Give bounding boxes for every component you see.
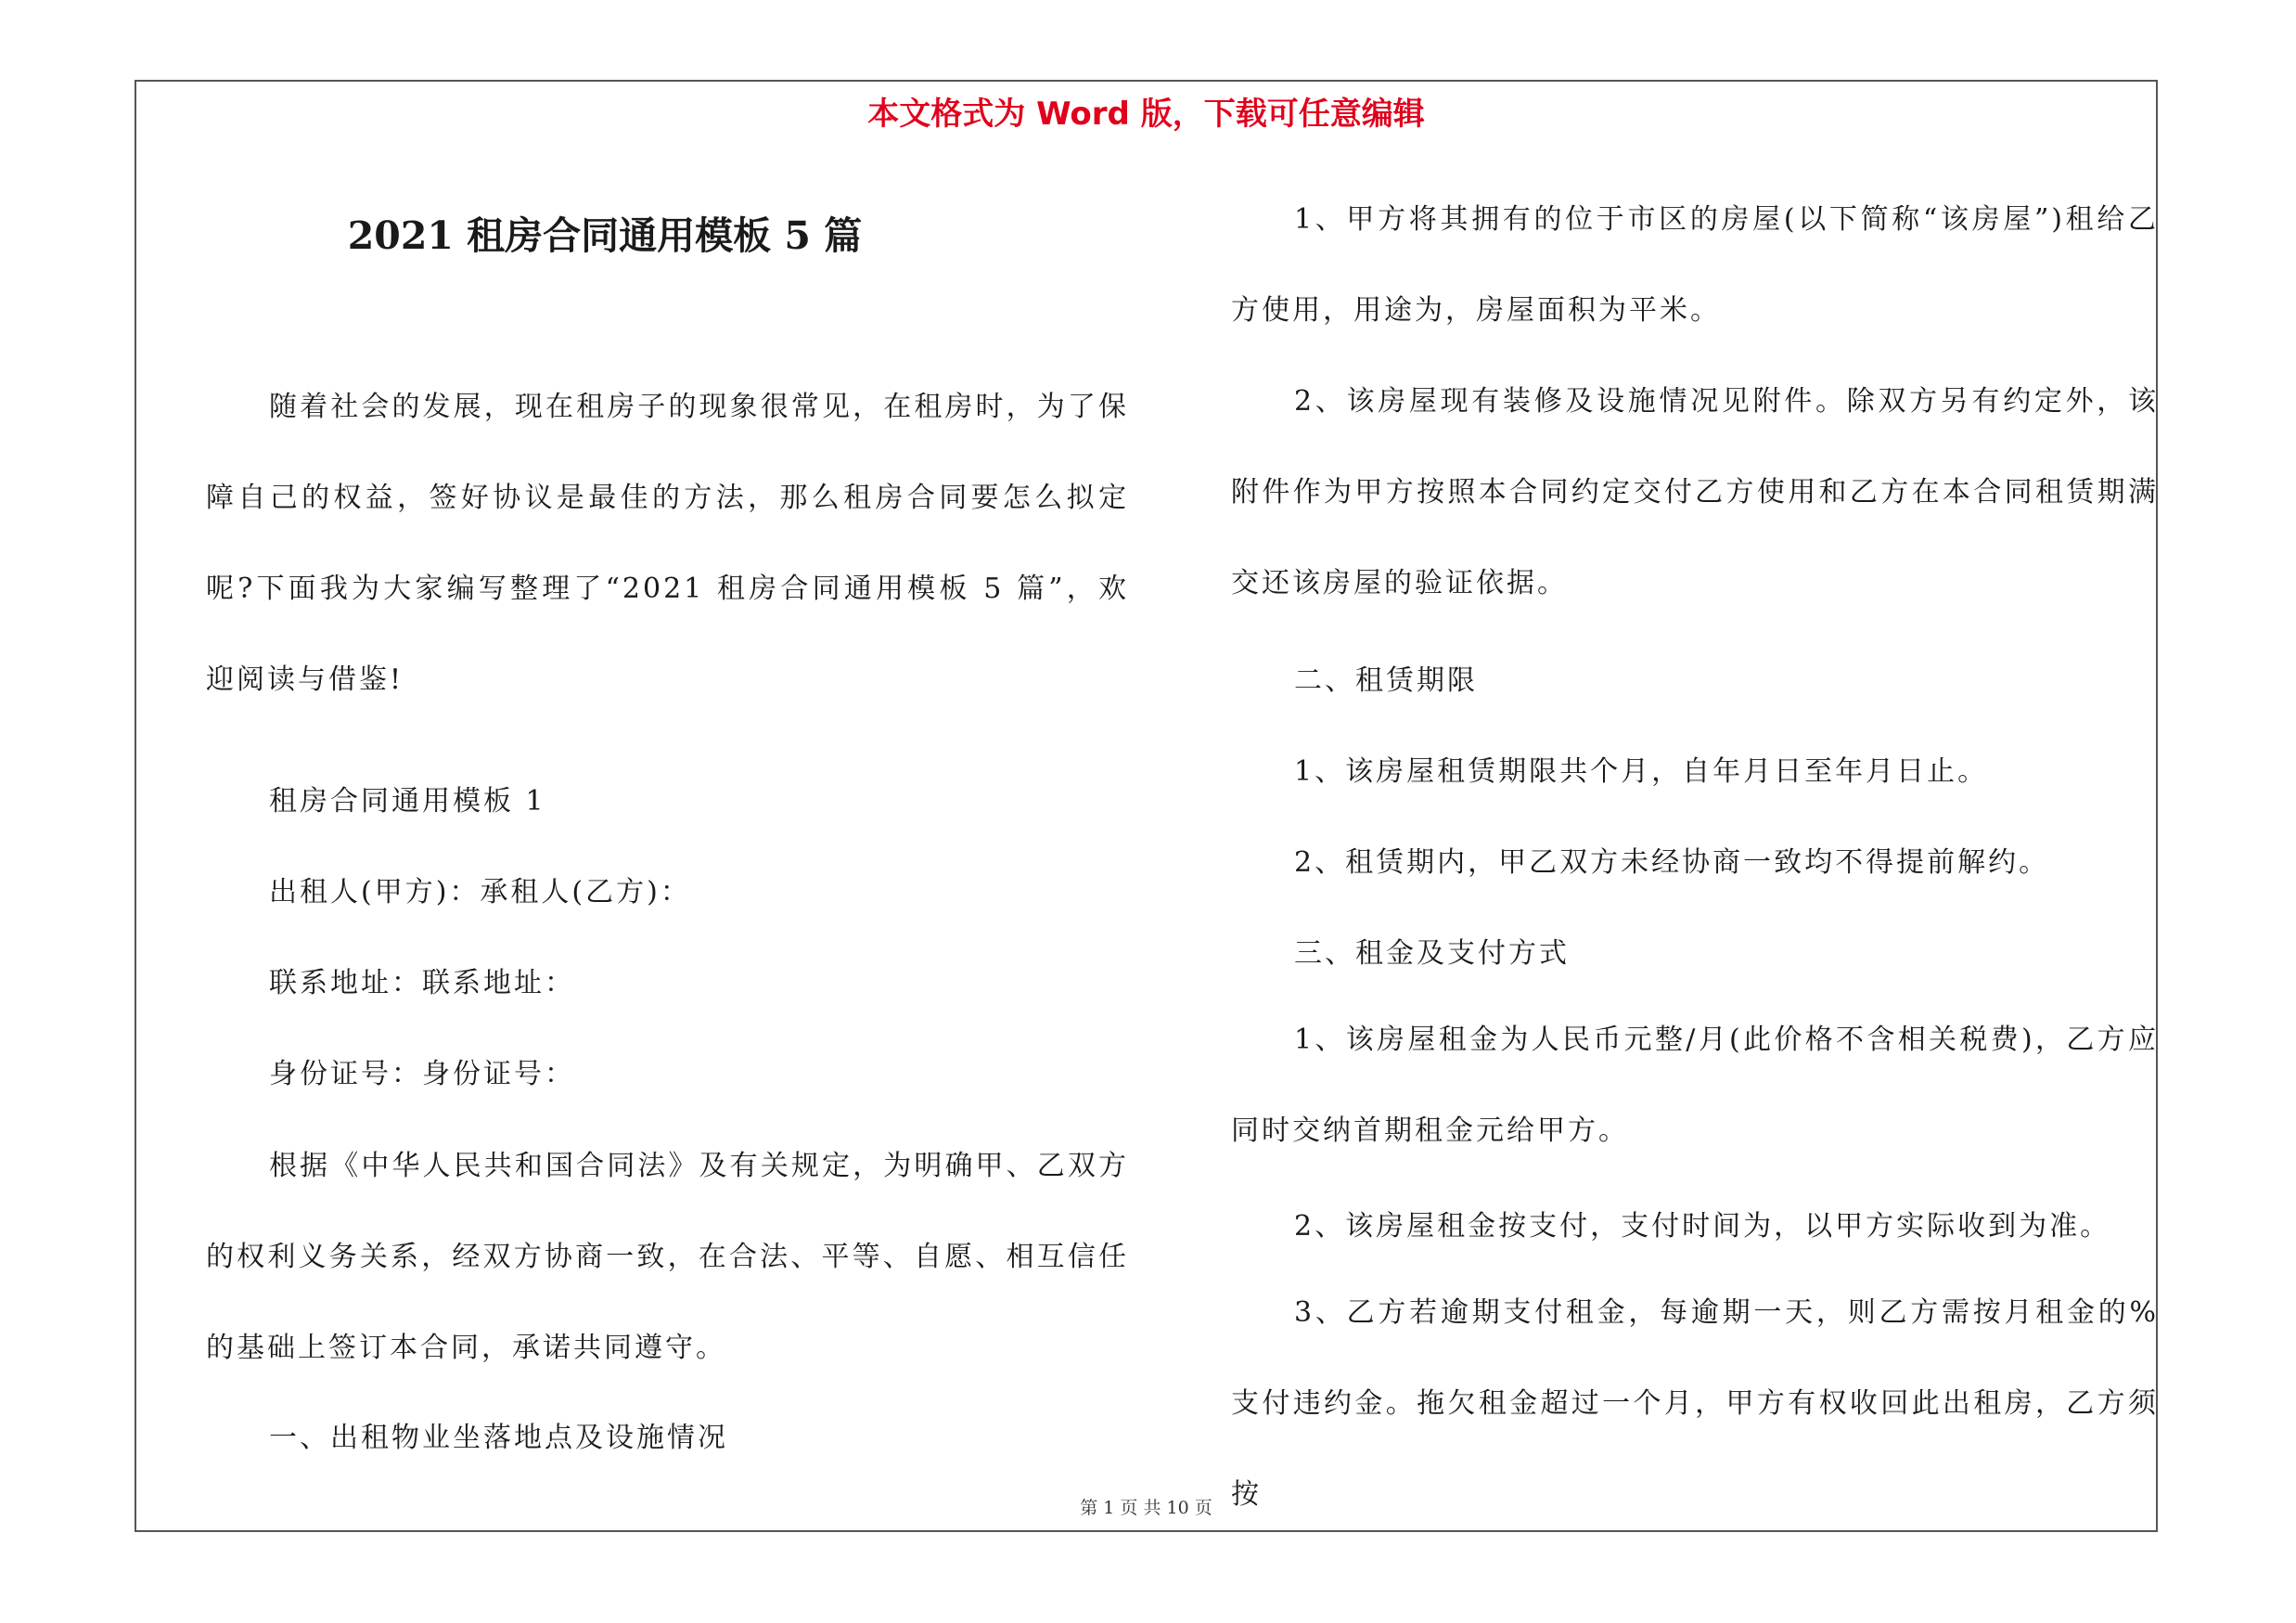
section-1-heading: 一、出租物业坐落地点及设施情况: [269, 1422, 728, 1454]
section-3-item-2: 2、该房屋租金按支付，支付时间为，以甲方实际收到为准。: [1294, 1210, 2111, 1243]
section-3-item-3: 3、乙方若逾期支付租金，每逾期一天，则乙方需按月租金的%支付违约金。拖欠租金超过一个月，甲方有权收回此出租房，乙方须按: [1231, 1296, 2159, 1511]
document-page: [135, 80, 2158, 1532]
template-heading: 租房合同通用模板 1: [269, 785, 546, 818]
section-2-heading: 二、租赁期限: [1294, 664, 1478, 697]
basis-paragraph: 根据《中华人民共和国合同法》及有关规定，为明确甲、乙双方的权利义务关系，经双方协商一致，在合法、平等、自愿、相互信任的基础上签订本合同，承诺共同遵守。: [206, 1150, 1129, 1364]
format-notice-banner: 本文格式为 Word 版，下载可任意编辑: [867, 96, 1425, 133]
section-1-item-2: 2、该房屋现有装修及设施情况见附件。除双方另有约定外，该附件作为甲方按照本合同约定交付乙方使用和乙方在本合同租赁期满交还该房屋的验证依据。: [1231, 385, 2159, 599]
address-line: 联系地址：联系地址：: [269, 967, 575, 999]
section-2-item-1: 1、该房屋租赁期限共个月，自年月日至年月日止。: [1294, 755, 1989, 788]
parties-line: 出租人(甲方)：承租人(乙方)：: [269, 876, 691, 908]
section-3-heading: 三、租金及支付方式: [1294, 937, 1570, 970]
id-number-line: 身份证号：身份证号：: [269, 1058, 575, 1090]
document-title: 2021 租房合同通用模板 5 篇: [347, 213, 863, 258]
section-2-item-2: 2、租赁期内，甲乙双方未经协商一致均不得提前解约。: [1294, 846, 2050, 879]
page-number-footer: 第 1 页 共 10 页: [1080, 1498, 1212, 1518]
section-1-item-1: 1、甲方将其拥有的位于市区的房屋(以下简称“该房屋”)租给乙方使用，用途为，房屋面积为平米。: [1231, 203, 2159, 327]
section-3-item-1: 1、该房屋租金为人民币元整/月(此价格不含相关税费)，乙方应同时交纳首期租金元给甲方。: [1231, 1024, 2159, 1147]
intro-paragraph: 随着社会的发展，现在租房子的现象很常见，在租房时，为了保障自己的权益，签好协议是最佳的方法，那么租房合同要怎么拟定呢?下面我为大家编写整理了“2021 租房合同通用模板 5 篇”，欢迎阅读与借鉴!: [206, 391, 1129, 696]
